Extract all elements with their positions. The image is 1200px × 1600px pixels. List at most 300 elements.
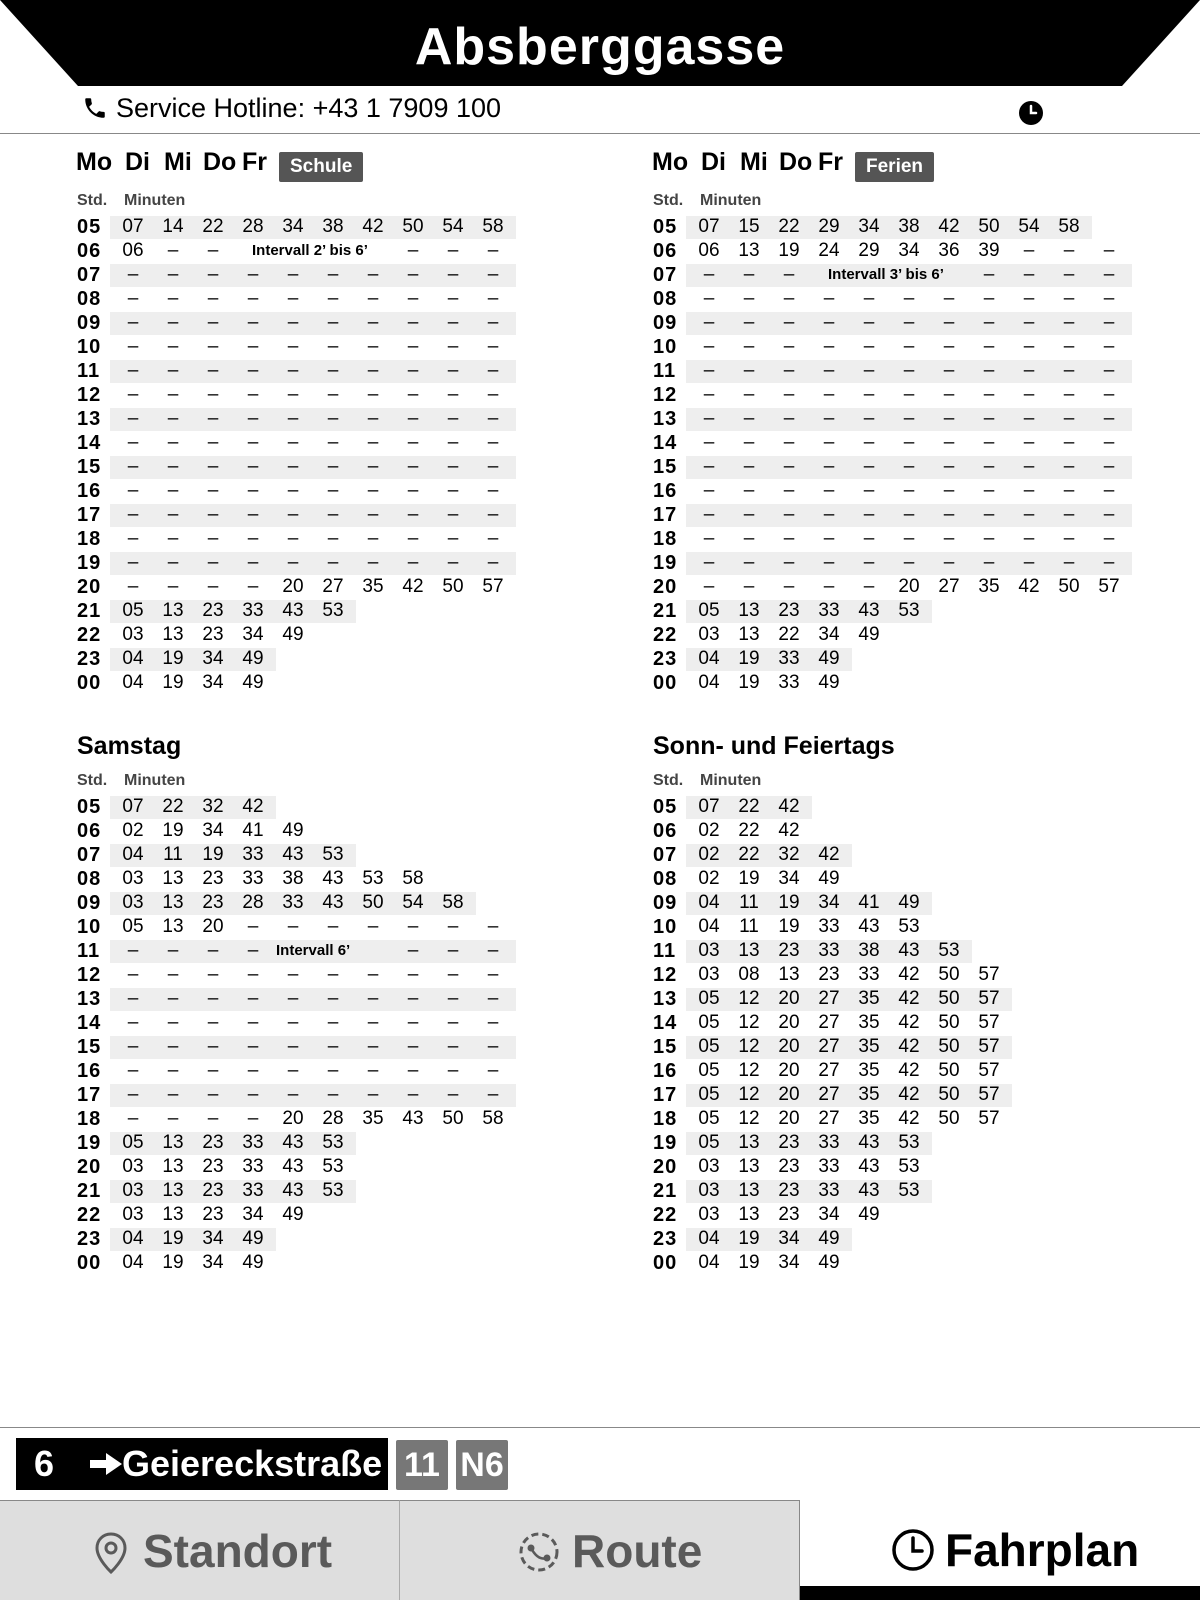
arrow-right-icon xyxy=(88,1451,124,1477)
minute-cell: – xyxy=(1023,288,1035,309)
hour-cell: 15 xyxy=(77,456,102,478)
minute-cell: – xyxy=(863,576,875,597)
minute-cell: 53 xyxy=(898,1180,920,1201)
minute-cell: 50 xyxy=(362,892,384,913)
minute-cell: – xyxy=(943,552,955,573)
minute-cell: – xyxy=(367,1012,379,1033)
minute-cell: – xyxy=(903,528,915,549)
minute-cell: 49 xyxy=(818,868,840,889)
hour-cell: 20 xyxy=(653,576,678,598)
minute-cell: – xyxy=(167,988,179,1009)
minute-cell: 23 xyxy=(778,1180,800,1201)
minute-cell: – xyxy=(367,1084,379,1105)
table-row xyxy=(76,431,536,455)
hour-cell: 21 xyxy=(653,600,678,622)
minute-cell: – xyxy=(703,504,715,525)
minute-cell: 34 xyxy=(202,820,224,841)
minute-cell: – xyxy=(407,408,419,429)
minute-cell: 28 xyxy=(322,1108,344,1129)
minute-cell: – xyxy=(823,576,835,597)
minute-cell: – xyxy=(127,432,139,453)
table-row xyxy=(652,335,1115,359)
table-row xyxy=(652,1251,1112,1275)
minute-cell: 34 xyxy=(242,1204,264,1225)
table-row xyxy=(652,1011,1112,1035)
minute-cell: – xyxy=(823,528,835,549)
minute-cell: – xyxy=(1063,264,1075,285)
minute-cell: – xyxy=(367,360,379,381)
minute-cell: 22 xyxy=(162,796,184,817)
minute-cell: 54 xyxy=(1018,216,1040,237)
minute-cell: 53 xyxy=(362,868,384,889)
minute-cell: – xyxy=(983,552,995,573)
minute-cell: 03 xyxy=(122,868,144,889)
minute-cell: 53 xyxy=(322,1132,344,1153)
hour-cell: 21 xyxy=(77,1180,102,1202)
minute-cell: 20 xyxy=(778,1060,800,1081)
timetable-rows xyxy=(652,795,1112,1275)
minute-cell: 49 xyxy=(818,1228,840,1249)
minute-cell: – xyxy=(207,1012,219,1033)
minute-cell: – xyxy=(247,264,259,285)
minute-cell: 27 xyxy=(818,1084,840,1105)
minute-cell: – xyxy=(1023,552,1035,573)
minute-cell: 03 xyxy=(122,624,144,645)
timetable-sunday-holidays xyxy=(652,724,1112,1284)
minute-cell: 42 xyxy=(242,796,264,817)
minute-cell: – xyxy=(327,336,339,357)
minute-cell: – xyxy=(327,552,339,573)
minute-cell: 08 xyxy=(738,964,760,985)
minute-cell: – xyxy=(1063,528,1075,549)
minute-cell: 33 xyxy=(242,1132,264,1153)
hour-cell: 08 xyxy=(653,288,678,310)
minute-cell: 34 xyxy=(242,624,264,645)
hour-cell: 13 xyxy=(77,988,102,1010)
minute-cell: 35 xyxy=(858,1084,880,1105)
table-row xyxy=(76,263,536,287)
minute-cell: – xyxy=(743,384,755,405)
minute-cell: – xyxy=(207,264,219,285)
minute-cell: – xyxy=(207,504,219,525)
minute-cell: – xyxy=(167,1084,179,1105)
minute-cell: 34 xyxy=(818,892,840,913)
minute-cell: – xyxy=(127,312,139,333)
minute-cell: 19 xyxy=(738,648,760,669)
minute-cell: – xyxy=(127,1036,139,1057)
minute-cell: 22 xyxy=(202,216,224,237)
minute-cell: 43 xyxy=(858,1180,880,1201)
minute-cell: – xyxy=(903,504,915,525)
minute-cell: 12 xyxy=(738,1012,760,1033)
minute-cell: – xyxy=(487,408,499,429)
table-row xyxy=(652,915,1112,939)
minute-cell: 33 xyxy=(818,940,840,961)
minute-cell: – xyxy=(207,1084,219,1105)
tab-fahrplan[interactable] xyxy=(800,1500,1200,1600)
minute-cell: – xyxy=(743,288,755,309)
minute-cell: 06 xyxy=(122,240,144,261)
minute-cell: – xyxy=(287,384,299,405)
current-line-selector[interactable] xyxy=(16,1438,388,1490)
minute-cell: – xyxy=(703,312,715,333)
table-row xyxy=(76,1131,536,1155)
minute-cell: – xyxy=(407,264,419,285)
minute-cell: – xyxy=(287,1060,299,1081)
minute-cell: – xyxy=(447,288,459,309)
minute-cell: 13 xyxy=(162,1132,184,1153)
minute-cell: 13 xyxy=(162,868,184,889)
table-row xyxy=(652,1107,1112,1131)
minute-cell: 34 xyxy=(818,1204,840,1225)
minute-cell: – xyxy=(943,312,955,333)
minute-cell: – xyxy=(983,408,995,429)
minute-cell: 34 xyxy=(858,216,880,237)
table-row xyxy=(76,987,536,1011)
minute-cell: 04 xyxy=(698,1252,720,1273)
line-chip-n6[interactable]: N6 xyxy=(456,1440,508,1490)
minute-cell: – xyxy=(407,312,419,333)
minute-cell: – xyxy=(487,312,499,333)
minute-cell: – xyxy=(903,432,915,453)
table-row xyxy=(76,1083,536,1107)
minute-cell: 19 xyxy=(778,892,800,913)
minute-cell: 57 xyxy=(978,1060,1000,1081)
minute-cell: – xyxy=(327,432,339,453)
minute-cell: 20 xyxy=(778,988,800,1009)
minute-cell: – xyxy=(1023,264,1035,285)
location-pin-icon xyxy=(94,1531,128,1575)
minute-cell: – xyxy=(703,432,715,453)
table-row xyxy=(652,1131,1112,1155)
minute-cell: – xyxy=(287,916,299,937)
day-mi: Mi xyxy=(740,148,768,176)
line-chip-11[interactable]: 11 xyxy=(396,1440,448,1490)
minute-cell: – xyxy=(743,480,755,501)
minute-cell: – xyxy=(487,504,499,525)
minute-cell: – xyxy=(703,456,715,477)
minute-cell: – xyxy=(447,384,459,405)
minute-cell: – xyxy=(1103,312,1115,333)
minute-cell: 49 xyxy=(242,1228,264,1249)
minute-cell: – xyxy=(1023,312,1035,333)
minute-cell: 13 xyxy=(738,1156,760,1177)
hour-cell: 12 xyxy=(653,384,678,406)
minute-cell: 34 xyxy=(778,868,800,889)
minute-cell: – xyxy=(447,264,459,285)
minute-cell: – xyxy=(1103,360,1115,381)
minute-cell: – xyxy=(447,432,459,453)
minute-cell: – xyxy=(783,528,795,549)
minute-cell: – xyxy=(783,384,795,405)
minute-cell: 33 xyxy=(818,600,840,621)
minute-cell: – xyxy=(327,1036,339,1057)
minute-cell: 34 xyxy=(282,216,304,237)
minute-cell: 42 xyxy=(402,576,424,597)
minute-cell: 27 xyxy=(818,1036,840,1057)
hour-cell: 23 xyxy=(653,1228,678,1250)
hour-cell: 16 xyxy=(77,1060,102,1082)
minute-cell: – xyxy=(863,456,875,477)
minute-cell: – xyxy=(1063,408,1075,429)
minute-cell: – xyxy=(447,360,459,381)
minute-cell: 19 xyxy=(162,820,184,841)
hour-cell: 15 xyxy=(653,456,678,478)
minute-cell: 35 xyxy=(858,1036,880,1057)
minute-cell: 03 xyxy=(122,1180,144,1201)
minute-cell: – xyxy=(703,264,715,285)
minute-cell: 19 xyxy=(162,1228,184,1249)
minute-cell: – xyxy=(247,288,259,309)
minute-cell: – xyxy=(167,1036,179,1057)
minute-cell: – xyxy=(367,528,379,549)
minute-cell: – xyxy=(247,964,259,985)
hour-cell: 13 xyxy=(653,988,678,1010)
minute-cell: – xyxy=(127,408,139,429)
minute-cell: – xyxy=(783,432,795,453)
hour-cell: 14 xyxy=(653,432,678,454)
table-row xyxy=(652,623,1112,647)
minute-cell: 58 xyxy=(402,868,424,889)
minute-cell: – xyxy=(127,1012,139,1033)
minute-cell: – xyxy=(1103,384,1115,405)
minute-cell: 38 xyxy=(858,940,880,961)
minute-cell: – xyxy=(327,480,339,501)
table-row xyxy=(652,1227,1112,1251)
minute-cell: 20 xyxy=(778,1012,800,1033)
minute-cell: – xyxy=(167,1060,179,1081)
minute-cell: – xyxy=(487,916,499,937)
minute-cell: 23 xyxy=(202,1180,224,1201)
minute-cell: 35 xyxy=(362,576,384,597)
minute-cell: 13 xyxy=(738,240,760,261)
minute-cell: – xyxy=(287,964,299,985)
minute-cell: 50 xyxy=(938,964,960,985)
minute-cell: – xyxy=(127,1084,139,1105)
minute-cell: 35 xyxy=(362,1108,384,1129)
minute-cell: 53 xyxy=(322,600,344,621)
hour-cell: 22 xyxy=(653,624,678,646)
minute-cell: – xyxy=(983,264,995,285)
minute-cell: – xyxy=(703,552,715,573)
minute-cell: 33 xyxy=(242,844,264,865)
minute-cell: – xyxy=(407,552,419,573)
minute-cell: – xyxy=(903,408,915,429)
minute-cell: 13 xyxy=(738,624,760,645)
table-row xyxy=(652,1059,1112,1083)
minute-cell: – xyxy=(207,384,219,405)
hour-cell: 07 xyxy=(653,844,678,866)
minute-cell: – xyxy=(1103,408,1115,429)
minute-cell: – xyxy=(1063,552,1075,573)
table-row xyxy=(652,819,1112,843)
minute-cell: – xyxy=(127,336,139,357)
minute-cell: – xyxy=(407,988,419,1009)
minute-cell: – xyxy=(167,288,179,309)
minute-cell: – xyxy=(407,528,419,549)
minute-cell: 19 xyxy=(738,1252,760,1273)
minute-cell: – xyxy=(327,408,339,429)
minute-cell: – xyxy=(1063,312,1075,333)
minute-cell: 19 xyxy=(162,672,184,693)
hour-cell: 10 xyxy=(77,916,102,938)
minute-cell: – xyxy=(903,480,915,501)
minute-cell: 34 xyxy=(818,624,840,645)
minute-cell: – xyxy=(287,480,299,501)
minute-cell: 49 xyxy=(282,624,304,645)
minute-cell: 20 xyxy=(778,1036,800,1057)
minute-cell: – xyxy=(743,312,755,333)
minute-cell: 22 xyxy=(738,844,760,865)
minute-cell: – xyxy=(167,384,179,405)
minute-cell: 23 xyxy=(202,892,224,913)
minute-cell: 57 xyxy=(978,1036,1000,1057)
minute-cell: – xyxy=(447,408,459,429)
hour-cell: 16 xyxy=(653,1060,678,1082)
table-row xyxy=(76,311,536,335)
minute-cell: – xyxy=(407,916,419,937)
table-row xyxy=(76,407,536,431)
minute-cell: – xyxy=(127,264,139,285)
table-row xyxy=(76,1203,536,1227)
table-row xyxy=(652,311,1115,335)
minute-cell: – xyxy=(127,360,139,381)
minute-cell: – xyxy=(407,240,419,261)
minutes-column-label: Minuten xyxy=(700,772,762,789)
table-row xyxy=(76,915,536,939)
minute-cell: – xyxy=(863,552,875,573)
minute-cell: – xyxy=(407,480,419,501)
tab-route[interactable] xyxy=(400,1500,800,1600)
minute-cell: – xyxy=(327,916,339,937)
minute-cell: 12 xyxy=(738,988,760,1009)
hour-cell: 06 xyxy=(653,240,678,262)
interval-note: Intervall 2’ bis 6’ xyxy=(252,242,368,259)
minute-cell: – xyxy=(407,940,419,961)
minute-cell: – xyxy=(1063,240,1075,261)
hour-cell: 11 xyxy=(77,360,101,382)
minute-cell: – xyxy=(247,1060,259,1081)
minute-cell: 19 xyxy=(162,1252,184,1273)
minute-cell: 49 xyxy=(858,1204,880,1225)
minute-cell: 43 xyxy=(858,1132,880,1153)
minute-cell: – xyxy=(903,312,915,333)
minute-cell: – xyxy=(207,336,219,357)
minute-cell: 28 xyxy=(242,216,264,237)
minute-cell: – xyxy=(743,432,755,453)
minute-cell: – xyxy=(447,528,459,549)
table-row xyxy=(652,551,1115,575)
minute-cell: – xyxy=(247,940,259,961)
tab-standort[interactable] xyxy=(0,1500,400,1600)
minute-cell: – xyxy=(247,988,259,1009)
minute-cell: 05 xyxy=(122,600,144,621)
hour-cell: 19 xyxy=(653,552,678,574)
minute-cell: – xyxy=(487,480,499,501)
hour-cell: 11 xyxy=(77,940,101,962)
minute-cell: 35 xyxy=(858,1012,880,1033)
minute-cell: 53 xyxy=(898,1156,920,1177)
minute-cell: 13 xyxy=(738,940,760,961)
minute-cell: 57 xyxy=(978,1108,1000,1129)
minute-cell: – xyxy=(943,288,955,309)
minute-cell: 53 xyxy=(898,1132,920,1153)
minute-cell: – xyxy=(327,1060,339,1081)
hour-cell: 17 xyxy=(653,504,678,526)
minute-cell: 50 xyxy=(402,216,424,237)
minute-cell: – xyxy=(863,312,875,333)
minute-cell: – xyxy=(783,408,795,429)
minute-cell: – xyxy=(823,432,835,453)
minute-cell: – xyxy=(447,240,459,261)
minute-cell: – xyxy=(783,552,795,573)
table-row xyxy=(76,599,536,623)
minute-cell: 34 xyxy=(202,1252,224,1273)
minute-cell: 49 xyxy=(818,648,840,669)
minute-cell: – xyxy=(823,408,835,429)
hour-cell: 13 xyxy=(77,408,102,430)
minute-cell: 38 xyxy=(898,216,920,237)
minute-cell: – xyxy=(903,456,915,477)
minute-cell: – xyxy=(943,480,955,501)
minute-cell: – xyxy=(743,408,755,429)
service-hotline[interactable]: Service Hotline: +43 1 7909 100 xyxy=(116,93,502,123)
minute-cell: 42 xyxy=(898,1012,920,1033)
minute-cell: 13 xyxy=(162,1180,184,1201)
minute-cell: 04 xyxy=(122,1228,144,1249)
hour-cell: 00 xyxy=(77,672,102,694)
hour-cell: 12 xyxy=(653,964,678,986)
minute-cell: – xyxy=(903,552,915,573)
minute-cell: 57 xyxy=(978,1084,1000,1105)
hour-cell: 20 xyxy=(77,576,102,598)
minute-cell: – xyxy=(743,336,755,357)
minute-cell: 38 xyxy=(322,216,344,237)
minute-cell: – xyxy=(1103,336,1115,357)
minute-cell: 39 xyxy=(978,240,1000,261)
hour-cell: 18 xyxy=(77,528,102,550)
minute-cell: 50 xyxy=(938,988,960,1009)
minute-cell: 05 xyxy=(698,1108,720,1129)
table-row xyxy=(76,963,536,987)
minute-cell: – xyxy=(743,576,755,597)
minute-cell: – xyxy=(447,1012,459,1033)
minute-cell: – xyxy=(983,360,995,381)
minute-cell: 33 xyxy=(818,1180,840,1201)
minute-cell: – xyxy=(367,480,379,501)
minute-cell: 11 xyxy=(739,892,759,913)
minute-cell: – xyxy=(247,1036,259,1057)
table-row xyxy=(652,795,1112,819)
minute-cell: – xyxy=(287,1036,299,1057)
table-row xyxy=(76,479,536,503)
minute-cell: – xyxy=(287,552,299,573)
minute-cell: – xyxy=(983,504,995,525)
minute-cell: 29 xyxy=(858,240,880,261)
hour-cell: 07 xyxy=(77,264,102,286)
table-row xyxy=(652,263,1115,287)
minute-cell: – xyxy=(823,504,835,525)
table-row xyxy=(76,1179,536,1203)
minute-cell: – xyxy=(367,988,379,1009)
minute-cell: – xyxy=(863,528,875,549)
minute-cell: – xyxy=(743,528,755,549)
minute-cell: 33 xyxy=(242,600,264,621)
minute-cell: – xyxy=(1023,336,1035,357)
minute-cell: 05 xyxy=(698,1036,720,1057)
minute-cell: 04 xyxy=(698,916,720,937)
minute-cell: – xyxy=(823,456,835,477)
